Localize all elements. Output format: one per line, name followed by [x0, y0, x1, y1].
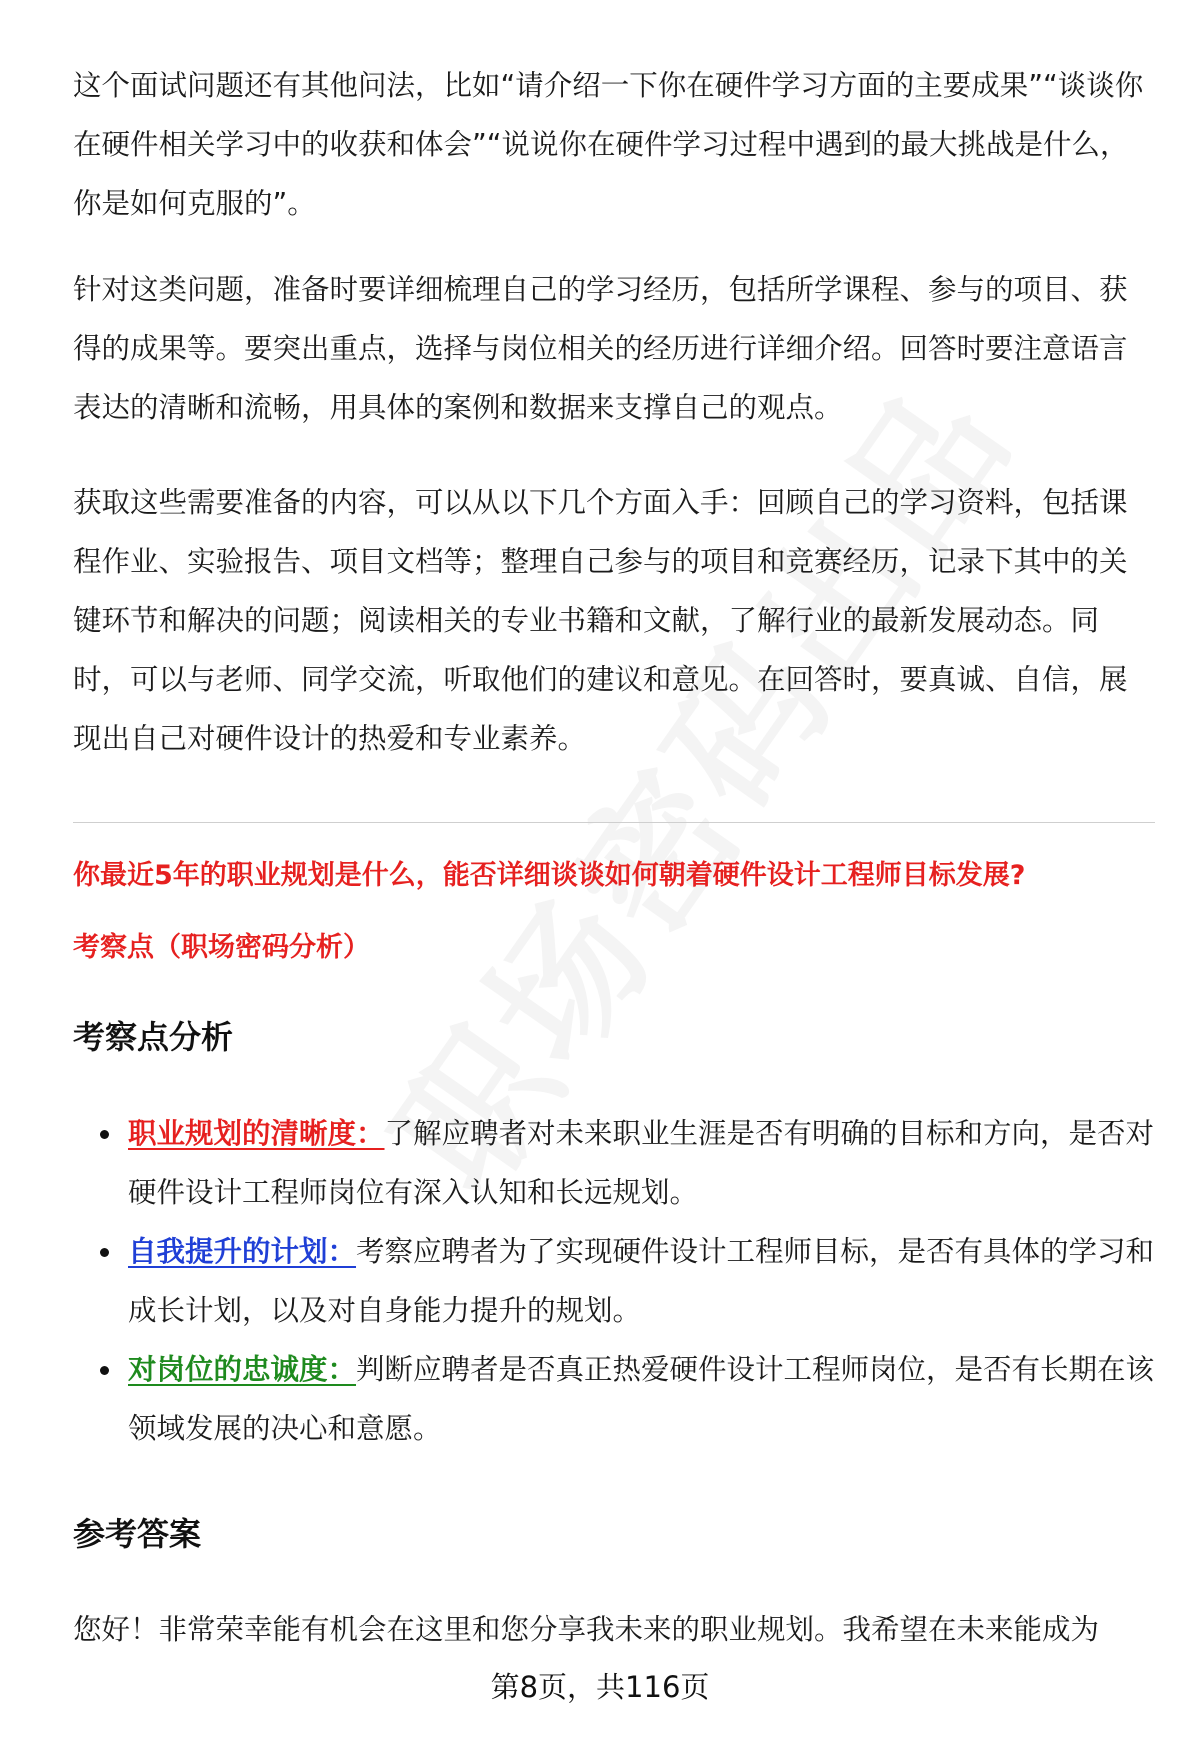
bullet-dot-icon — [100, 1366, 109, 1375]
bullet-text: 判断应聘者是否真正热爱硬件设计工程师岗位，是否有长期在该领域发展的决心和意愿。 — [128, 1353, 1155, 1445]
bullet-item — [0, 1104, 1158, 1222]
bullet-keyword: 自我提升的计划： — [128, 1235, 357, 1268]
page-number: 第8页，共116页 — [490, 1670, 710, 1704]
analysis-heading: 考察点分析 — [73, 1018, 234, 1056]
section-divider — [73, 822, 1155, 823]
bullet-text: 考察应聘者为了实现硬件设计工程师目标，是否有具体的学习和成长计划，以及对自身能力提升的规划。 — [128, 1235, 1155, 1327]
bullet-dot-icon — [100, 1248, 109, 1257]
bullet-dot-icon — [100, 1130, 109, 1139]
bullet-keyword: 对岗位的忠诚度： — [128, 1353, 357, 1386]
paragraph-alternative-questions: 这个面试问题还有其他问法，比如“请介绍一下你在硬件学习方面的主要成果”“谈谈你在硬件相关学习中的收获和体会”“说说你在硬件学习过程中遇到的最大挑战是什么，你是如何克服的”。 — [73, 69, 1144, 220]
answer-paragraph: 您好！非常荣幸能有机会在这里和您分享我未来的职业规划。我希望在未来能成为 — [73, 1613, 1100, 1646]
interview-question: 你最近5年的职业规划是什么，能否详细谈谈如何朝着硬件设计工程师目标发展? — [73, 860, 1026, 891]
paragraph-preparation-advice: 针对这类问题，准备时要详细梳理自己的学习经历，包括所学课程、参与的项目、获得的成果等。要突出重点，选择与岗位相关的经历进行详细介绍。回答时要注意语言表达的清晰和流畅，用具体的案例和数据来支撑自己的观点。 — [73, 273, 1128, 424]
bullet-text: 了解应聘者对未来职业生涯是否有明确的目标和方向，是否对硬件设计工程师岗位有深入认知和长远规划。 — [128, 1117, 1155, 1209]
analysis-bullet-list — [0, 1104, 1200, 1458]
kaochadian-title: 考察点（职场密码分析） — [73, 932, 370, 963]
paragraph-content-sources: 获取这些需要准备的内容，可以从以下几个方面入手：回顾自己的学习资料，包括课程作业、实验报告、项目文档等；整理自己参与的项目和竞赛经历，记录下其中的关键环节和解决的问题；阅读相关的专业书籍和文献，了解行业的最新发展动态。同时，可以与老师、同学交流，听取他们的建议和意见。在回答时，要真诚、自信，展现出自己对硬件设计的热爱和专业素养。 — [73, 486, 1128, 755]
bullet-keyword: 职业规划的清晰度： — [128, 1117, 385, 1150]
bullet-item — [0, 1340, 1158, 1458]
reference-answer-heading: 参考答案 — [73, 1515, 202, 1553]
bullet-item — [0, 1222, 1158, 1340]
